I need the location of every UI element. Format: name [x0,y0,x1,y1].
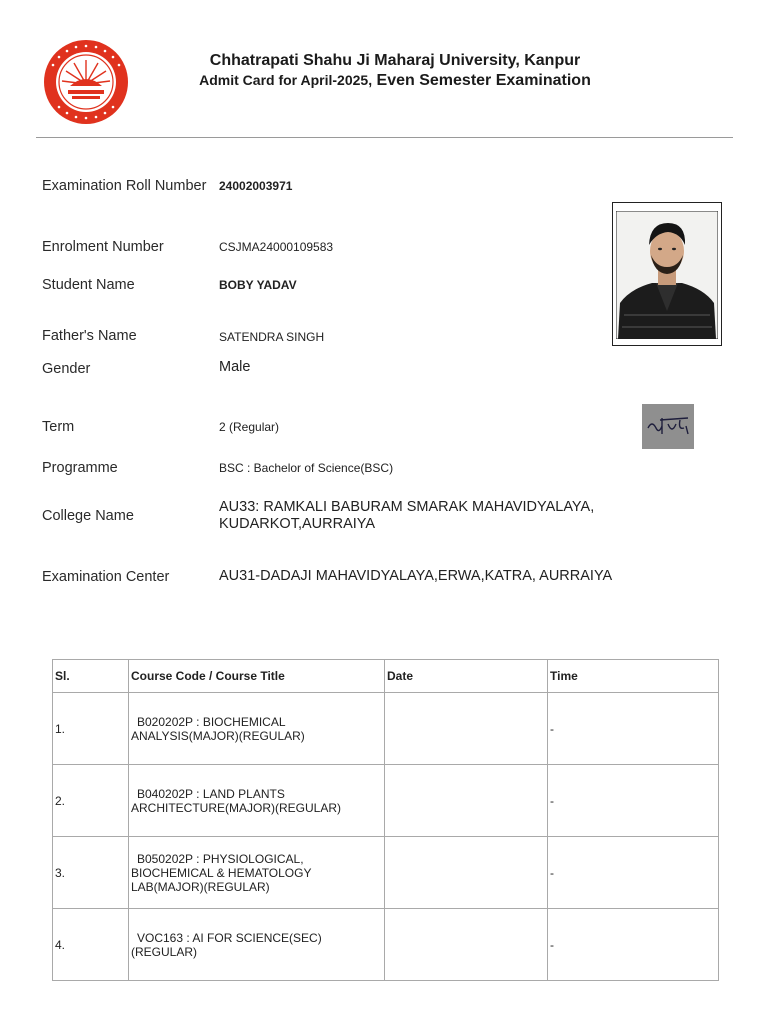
admit-card-title [150,72,640,90]
row-course [129,693,385,765]
father-name-label: Father's Name [42,328,137,344]
enrolment-number-value: CSJMA24000109583 [219,240,334,254]
row-date [385,693,548,765]
term-label: Term [42,419,75,435]
row-date [385,909,548,981]
course-title-cont-2: LAB(MAJOR)(REGULAR) [131,879,270,894]
course-title-cont: ARCHITECTURE(MAJOR)(REGULAR) [131,800,341,815]
student-photo [612,202,722,346]
college-name-label: College Name [42,508,134,524]
table-row [53,837,719,909]
course-title-cont: (REGULAR) [131,944,198,959]
row-time: - [548,693,719,765]
course-code: B040202P : LAND PLANTS [137,786,285,801]
term-value: 2 (Regular) [219,420,280,434]
row-time: - [548,765,719,837]
exam-center-label: Examination Center [42,569,170,585]
student-name-value: BOBY YADAV [219,278,297,292]
roll-number-label: Examination Roll Number [42,178,207,194]
header-course: Course Code / Course Title [129,660,385,693]
row-date [385,765,548,837]
course-title-cont: ANALYSIS(MAJOR)(REGULAR) [131,728,305,743]
exam-schedule-table [52,659,719,981]
father-name-value: SATENDRA SINGH [219,330,325,344]
college-name-value [219,499,594,533]
course-code: B020202P : BIOCHEMICAL [137,714,286,729]
college-name-line-2: KUDARKOT,AURRAIYA [219,516,376,532]
university-name: Chhatrapati Shahu Ji Maharaj University, Kanpur [209,52,581,69]
row-course [129,765,385,837]
student-name-label: Student Name [42,277,135,293]
header-divider [36,137,733,138]
row-sl: 4. [53,909,129,981]
row-course [129,837,385,909]
enrolment-number-label: Enrolment Number [42,239,164,255]
course-code: VOC163 : AI FOR SCIENCE(SEC) [137,930,322,945]
row-course [129,909,385,981]
programme-label: Programme [42,460,118,476]
college-name-line-1: AU33: RAMKALI BABURAM SMARAK MAHAVIDYALAYA, [219,499,595,515]
header-date: Date [385,660,548,693]
header-sl: Sl. [53,660,129,693]
university-logo [40,38,132,126]
roll-number-value: 24002003971 [219,179,293,193]
exam-center-value: AU31-DADAJI MAHAVIDYALAYA,ERWA,KATRA, AURRAIYA [219,568,613,584]
table-row [53,909,719,981]
row-sl: 2. [53,765,129,837]
row-sl: 3. [53,837,129,909]
table-row [53,693,719,765]
student-signature [642,404,694,449]
gender-label: Gender [42,361,91,377]
row-date [385,837,548,909]
table-row [53,765,719,837]
course-code: B050202P : PHYSIOLOGICAL, [137,851,304,866]
row-sl: 1. [53,693,129,765]
admit-card-prefix: Admit Card for April-2025, [199,72,373,88]
admit-card-suffix: Even Semester Examination [372,72,591,89]
gender-value: Male [219,359,251,375]
programme-value: BSC : Bachelor of Science(BSC) [219,461,394,475]
row-time: - [548,909,719,981]
course-title-cont: BIOCHEMICAL & HEMATOLOGY [131,865,312,880]
row-time: - [548,837,719,909]
table-header-row [53,660,719,693]
header-time: Time [548,660,719,693]
